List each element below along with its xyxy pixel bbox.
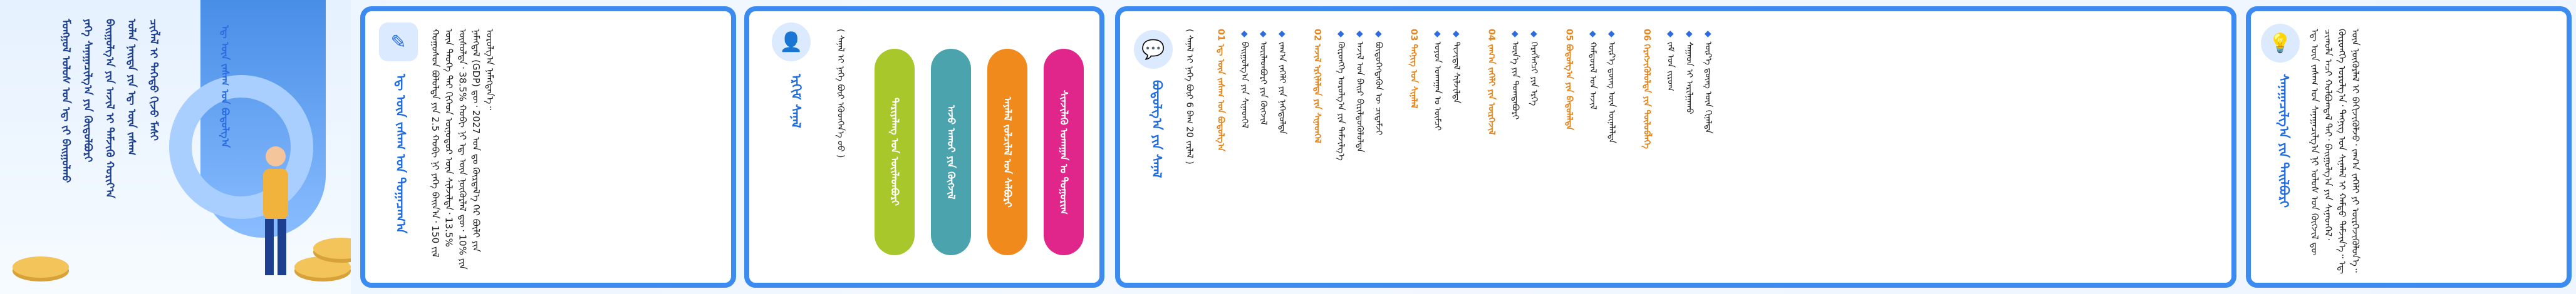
card-body-text: ᠬᠣᠭᠣᠰᠣᠨ ᠪᠣᠯᠣᠯᠲᠠ ᠶᠢᠨ 2.5 ᠬᠤᠪᠢ ᠨᠢ ᠶᠡᠬᠡ ᠪᠠᠢᠨ᠎ᠠ᠂ 150 ᠵᠢᠯ ᠦᠨ ᠲᠡᠦᠬᠡ ᠲᠠᠢ ᠬᠢᠭᠡᠳ ᠥᠨᠥᠳᠥᠷ ᠦᠨ ᠰᠢᠯᠵᠢᠯᠲᠡ᠂ 13.5% ᠦᠰᠦᠯᠲᠡ᠂ 38.5% ᠬᠤᠪᠢ ᠨᠢ ᠡᠳ᠋ ᠦᠨ ᠨᠥᠬᠥᠷᠯᠡᠯ ᠳᠦ᠂ 10% ᠶᠢᠨ ᠨᠡᠮᠡᠭᠳᠡᠯ (GDP) ᠳᠦ᠂ 2027 ᠣᠨ ᠳᠤ ᠬᠦᠷᠲᠡᠯ᠎ᠡ ᠭᠡᠷ ᠪᠦᠯᠢ ᠶᠢᠨ ᠣᠷᠣᠯᠭ᠎ᠠ ᠨᠡᠮᠡᠭᠳᠡᠨ᠎ᠡ᠃ <box>429 29 496 270</box>
section-heading: 05 ᠪᠣᠳᠣᠯᠭ᠎ᠠ ᠶᠢᠨ ᠪᠠᠲᠤᠯᠠᠯᠲᠠ <box>1564 29 1574 131</box>
diamond-icon: ◆ <box>1432 29 1443 42</box>
diamond-icon: ◆ <box>1529 29 1539 42</box>
banner-line: ᠪᠠᠢᠭᠤᠯᠭ᠎ᠠ ᠶᠢᠨ ᠠᠵᠢᠯ ᠢ ᠳᠡᠮᠵᠢᠬᠦ ᠬᠣᠷᠢᠶ᠎ᠠ <box>103 19 116 199</box>
section-item: ◆ ᠦᠷ᠎ᠡ ᠳ᠋ᠦᠩ ᠦᠨ ᠬᠢᠨᠠᠯᠲᠠ <box>1703 29 1713 134</box>
coin-icon <box>313 238 351 259</box>
diamond-icon: ◆ <box>1258 29 1269 42</box>
diamond-icon: ◆ <box>1684 29 1695 42</box>
section-item: ◆ ᠦᠨ᠎ᠡ ᠶᠢᠨ ᠲᠣᠭᠲᠠᠪᠤᠷᠢ <box>1510 29 1520 120</box>
diamond-icon: ◆ <box>1703 29 1713 42</box>
chat-icon: 💬 <box>1134 30 1173 69</box>
section-item: ◆ ᠦᠢᠯᠡᠳᠪᠦᠷᠢ ᠶᠢᠨ ᠬᠥᠭᠵᠢᠯ <box>1258 29 1269 125</box>
section-heading: 03 ᠲᠡᠬᠨᠢᠭ ᠤᠨ ᠰᠢᠨᠡᠯᠡᠯ <box>1408 29 1419 109</box>
section-item: ◆ ᠦᠷ᠎ᠡ ᠳ᠋ᠦᠩ ᠦᠨ ᠦᠨᠡᠯᠡᠯᠲᠡ <box>1606 29 1617 144</box>
card-intro: ( ᠰᠠᠨᠠᠯ ᠢ ᠨᠡᠭᠡ ᠪᠦᠷ 6 ᠪᠠᠭ 20 ᠵᠠᠷᠯᠠᠯ ) <box>1184 29 1195 165</box>
section-item: ◆ ᠬᠥᠷᠥᠩᠭᠡ ᠣᠷᠣᠯᠭ᠎ᠠ ᠶᠢᠨ ᠳᠡᠮᠵᠢᠯᠭ᠎ᠡ <box>1336 29 1346 161</box>
pill-item[interactable]: ᠠᠶᠠᠯᠠᠯ ᠵᠤᠯᠴᠢᠯᠠᠯ ᠤᠨ ᠰᠠᠯᠪᠤᠷᠢ <box>987 49 1027 255</box>
banner-subtitle: ᠡᠳ᠋ ᠦᠨ ᠵᠠᠰᠠᠭ ᠤᠨ ᠪᠣᠳᠣᠯᠭ᠎ᠠ <box>219 25 231 148</box>
banner-line: ᠣᠯᠠᠨ ᠨᠡᠢᠲᠡ ᠶᠢᠨ ᠡᠳ᠋ ᠦᠨ ᠵᠠᠰᠠᠭ <box>125 19 138 156</box>
avatar: 👤 <box>772 23 811 61</box>
section-item: ◆ ᠣᠶᠤᠨ ᠤᠬᠠᠭᠠᠨ ᠤ ᠥᠮᠴᠢ <box>1432 29 1443 131</box>
card-key-points <box>744 6 1104 288</box>
card-summary <box>2246 6 2572 288</box>
banner-line: ᠮᠣᠩᠭᠣᠯ ᠤᠯᠤᠰ ᠤᠨ ᠡᠳ᠋ ᠵᠢ ᠪᠠᠢᠭᠤᠯᠬᠤ <box>60 19 72 183</box>
coin-icon <box>13 256 69 278</box>
card-policy-sections <box>1115 6 2236 288</box>
section-item: ◆ ᠰᠠᠭᠠᠳ ᠢ ᠠᠷᠢᠯᠭᠠᠬᠤ <box>1684 29 1695 114</box>
diamond-icon: ◆ <box>1373 29 1384 42</box>
section-item: ◆ ᠠᠵᠢᠯ ᠤᠨ ᠪᠠᠢᠷ ᠪᠢᠷᠢᠯᠳᠦᠭᠦᠯᠦᠯᠲᠡ <box>1354 29 1365 153</box>
pill-item[interactable]: ᠰᠢᠨᠵᠢᠯᠡᠬᠦ ᠤᠬᠠᠭᠠᠨ ᠤ ᠲᠣᠭᠤᠷᠢᠭ <box>1044 49 1084 255</box>
card-body-text: ᠡᠳ᠋ ᠦᠨ ᠵᠠᠰᠠᠭ ᠤᠨ ᠰᠠᠨᠠᠭᠠᠴᠢᠯᠭ᠎ᠠ ᠨᠢ ᠤᠯᠤᠰ ᠤᠨ ᠬᠥᠭᠵᠢᠯ ᠳᠦ ᠴᠢᠬᠤᠯᠠ ᠠᠴᠢ ᠬᠣᠯᠪᠣᠭᠳᠠᠯ ᠲᠠᠢ᠂ ᠪᠠᠢᠭᠤᠯᠭ᠎ᠠ ᠶᠢᠨ ᠰᠢᠨᠡᠳᠭᠡᠯ᠂ ᠬᠥᠷᠥᠩᠭᠡ ᠣᠷᠣᠯᠭ᠎ᠠ᠂ ᠲᠡᠬᠨᠢᠭ ᠤᠨ ᠰᠢᠨᠡᠯᠡᠯ ᠢ ᠬᠠᠮᠲᠤ ᠳᠡᠮᠵᠢᠨ᠎ᠡ᠃ ᠡᠳ᠋ ᠦᠨ ᠨᠥᠬᠥᠷᠯᠡᠯ ᠢ ᠪᠡᠬᠢᠵᠢᠭᠦᠯᠵᠦ᠂ ᠵᠠᠬ᠎ᠠ ᠵᠡᠭᠡᠯᠢ ᠶᠢ ᠥᠷᠭᠡᠵᠢᠭᠦᠯᠦᠨ᠎ᠡ᠃ <box>2309 29 2361 274</box>
section-heading: 01 ᠡᠳ᠋ ᠦᠨ ᠵᠠᠰᠠᠭ ᠤᠨ ᠪᠣᠳᠣᠯᠭ᠎ᠠ <box>1215 29 1226 151</box>
pill-item[interactable]: ᠠᠵᠤ ᠠᠬᠤᠢ ᠶᠢᠨ ᠬᠥᠭᠵᠢᠯ <box>931 49 971 255</box>
card-title: ᠡᠳ᠋ ᠦᠨ ᠵᠠᠰᠠᠭ ᠤᠨ ᠲᠣᠭᠠᠴᠠᠭ᠎ᠠ <box>393 74 408 234</box>
card-statistics <box>360 6 736 288</box>
card-title: ᠪᠤᠳᠣᠯᠭ᠎ᠠ ᠶᠢᠨ ᠰᠠᠨᠠᠯ <box>1150 80 1165 178</box>
diamond-icon: ◆ <box>1451 29 1462 42</box>
section-item: ◆ ᠪᠠᠢᠭᠤᠯᠭ᠎ᠠ ᠶᠢᠨ ᠰᠢᠨᠡᠳᠭᠡᠯ <box>1239 29 1250 129</box>
diamond-icon: ◆ <box>1665 29 1676 42</box>
card-title: ᠡᠷᠬᠢᠮ ᠰᠠᠨᠠᠯ <box>789 74 804 128</box>
person-illustration <box>247 144 304 288</box>
section-item: ◆ ᠵᠠᠮ ᠤᠨ ᠵᠢᠷᠤᠭ <box>1665 29 1676 91</box>
section-item: ◆ ᠪᠦᠲᠦᠭᠡᠭᠳᠡᠬᠦᠨ ᠦ ᠴᠢᠳᠠᠮᠵᠢ <box>1373 29 1384 136</box>
diamond-icon: ◆ <box>1354 29 1365 42</box>
section-heading: 04 ᠵᠠᠬ᠎ᠠ ᠵᠡᠭᠡᠯᠢ ᠶᠢᠨ ᠥᠷᠭᠡᠵᠢᠯ <box>1486 29 1497 135</box>
section-item: ◆ ᠳᠢᠵᠢᠲᠠᠯ ᠰᠢᠯᠵᠢᠯᠲᠡ <box>1451 29 1462 104</box>
section-heading: 06 ᠬᠡᠷᠡᠭᠵᠢᠭᠦᠯᠦᠯᠲᠡ ᠶᠢᠨ ᠲᠥᠯᠥᠪᠯᠡᠭᠡ <box>1641 29 1652 149</box>
pill-item[interactable]: ᠲᠠᠷᠢᠶᠠᠯᠠᠩ ᠤᠨ ᠦᠢᠯᠡᠳᠪᠦᠷᠢ <box>875 49 915 255</box>
diamond-icon: ◆ <box>1587 29 1598 42</box>
card-title: ᠰᠠᠨᠠᠭᠠᠴᠢᠯᠭ᠎ᠠ ᠶᠢᠨ ᠲᠠᠢᠯᠪᠤᠷᠢ <box>2277 74 2292 208</box>
section-item: ◆ ᠬᠡᠷᠡᠭᠯᠡᠭᠴᠢ ᠶᠢᠨ ᠡᠷᠬᠡ <box>1529 29 1539 106</box>
diamond-icon: ◆ <box>1510 29 1520 42</box>
diamond-icon: ◆ <box>1606 29 1617 42</box>
document-icon: ✎ <box>379 23 418 61</box>
section-item: ◆ ᠵᠠᠬ᠎ᠠ ᠵᠡᠭᠡᠯᠢ ᠶᠢᠨ ᠨᠡᠭᠡᠳᠦᠯᠲᠡ <box>1277 29 1287 134</box>
card-note: ( ᠰᠠᠨᠠᠯ ᠢ ᠨᠡᠭᠡ ᠪᠦᠷ ᠡᠭᠦᠳᠬᠡᠨ᠎ᠡ ᠦᠦ ) <box>835 29 846 158</box>
diamond-icon: ◆ <box>1277 29 1287 42</box>
section-heading: 02 ᠠᠵᠢᠯ ᠡᠷᠬᠢᠯᠡᠯᠲᠡ ᠶᠢᠨ ᠰᠢᠨᠡᠳᠭᠡᠯ <box>1312 29 1322 144</box>
banner-line: ᠶᠡᠬᠡ ᠰᠠᠨᠠᠭᠠᠴᠢᠯᠭ᠎ᠠ ᠶᠢᠨ ᠬᠥᠲᠦᠯᠪᠦᠷᠢ <box>81 19 94 163</box>
diamond-icon: ◆ <box>1239 29 1250 42</box>
banner <box>0 0 351 294</box>
bulb-icon: 💡 <box>2261 24 2300 63</box>
banner-line: ᠴᠢᠭᠯᠡᠯ ᠢ ᠳᠡᠭᠡᠳᠦ ᠬᠢᠵᠦ ᠮᠠᠰᠢ <box>147 19 160 141</box>
section-item: ◆ ᠬᠠᠮᠲᠤᠷᠠᠯ ᠤᠨ ᠠᠵᠢᠯ <box>1587 29 1598 110</box>
diamond-icon: ◆ <box>1336 29 1346 42</box>
